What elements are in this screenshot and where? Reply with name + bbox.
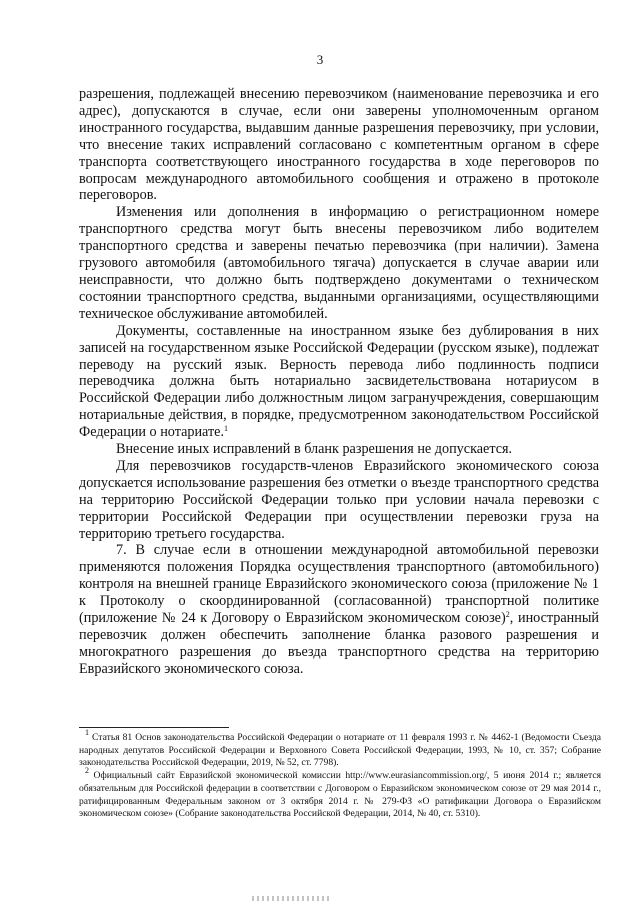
footnote-text: Официальный сайт Евразийской экономической комиссии http://www.eurasiancommission.org/, 5 июня 2014 г.; является обязательным для Российской федерации в соответствии с Договором о Евразийском экономическом союзе от 29 мая 2014 г., ратифицированным Федеральным законом от 3 октября 2014 г. № 279-ФЗ «О ратификации Договора о Евразийском экономическом союзе» (Собрание законодательства Российской Федерации, 2014, № 40, ст. 5310). bbox=[79, 770, 601, 820]
main-text bbox=[79, 86, 599, 678]
paragraph-text: Документы, составленные на иностранном языке без дублирования в них записей на государственном языке Российской Федерации (русском языке), подлежат переводу на русский язык. Верность перевода либо подлинность подписи переводчика должна быть нотариально засвидетельствована нотариусом в Российской Федерации либо должностным лицом загранучреждения, совершающим нотариальные действия, в порядке, предусмотренном законодательством Российской Федерации о нотариате. bbox=[79, 322, 599, 441]
paragraph-no-other-corrections: Внесение иных исправлений в бланк разрешения не допускается. bbox=[116, 441, 513, 458]
paragraph-text-part-b: , иностранный перевозчик должен обеспечить заполнение бланка разового разрешения и многократного разрешения до въезда транспортного средства на территорию Евразийского экономического союза. bbox=[79, 610, 599, 677]
paragraph-item-7 bbox=[79, 542, 599, 677]
footnotes bbox=[79, 728, 601, 821]
page-number: 3 bbox=[316, 52, 324, 67]
footnote-2 bbox=[79, 766, 601, 821]
footnote-separator bbox=[79, 727, 229, 728]
paragraph-continuation: разрешения, подлежащей внесению перевозчиком (наименование перевозчика и его адрес), допускаются в случае, если они заверены уполномоченным органом иностранного государства, выдавшим данные разрешения перевозчику, при условии, что внесение таких исправлений согласовано с компетентным органом в сфере транспорта соответствующего иностранного государства в ходе переговоров по вопросам международного автомобильного сообщения и отражено в протоколе переговоров. bbox=[79, 86, 599, 204]
footnote-ref-2: 2 bbox=[505, 610, 510, 620]
footnote-mark: 2 bbox=[85, 766, 89, 776]
footnote-1 bbox=[79, 728, 601, 770]
paragraph-registration-changes: Изменения или дополнения в информацию о регистрационном номере транспортного средства могут быть внесены перевозчиком либо водителем транспортного средства и заверены печатью перевозчика (при наличии). Замена грузового автомобиля (автомобильного тягача) допускается в случае аварии или неисправности, что должно быть подтверждено документами о техническом состоянии транспортного средства, выданными организациями, осуществляющими техническое обслуживание автомобилей. bbox=[79, 204, 599, 322]
footnote-mark: 1 bbox=[85, 728, 89, 737]
footnote-ref-1: 1 bbox=[224, 424, 229, 434]
paragraph-text-part-a: 7. В случае если в отношении международной автомобильной перевозки применяются положения Порядка осуществления транспортного (автомобильного) контроля на внешней границе Евразийского экономического союза (приложение № 1 к Протоколу о скоординированной (согласованной) транспортной политике (приложение № 24 к Договору о Евразийском экономическом союзе) bbox=[79, 542, 599, 627]
paragraph-foreign-documents bbox=[79, 323, 599, 441]
footnote-text: Статья 81 Основ законодательства Российской Федерации о нотариате от 11 февраля 1993 г. № 4462-1 (Ведомости Съезда народных депутатов Российской Федерации и Верховного Совета Российской Федерации, 1993, № 10, ст. 357; Собрание законодательства Российской Федерации, 2019, № 52, ст. 7798). bbox=[79, 732, 601, 769]
scan-artifact bbox=[252, 896, 332, 901]
paragraph-eaeu-carriers: Для перевозчиков государств-членов Евразийского экономического союза допускается использование разрешения без отметки о въезде транспортного средства на территорию Российской Федерации только при условии начала перевозки с территории Российской Федерации при осуществлении перевозки груза на территорию третьего государства. bbox=[79, 457, 599, 542]
